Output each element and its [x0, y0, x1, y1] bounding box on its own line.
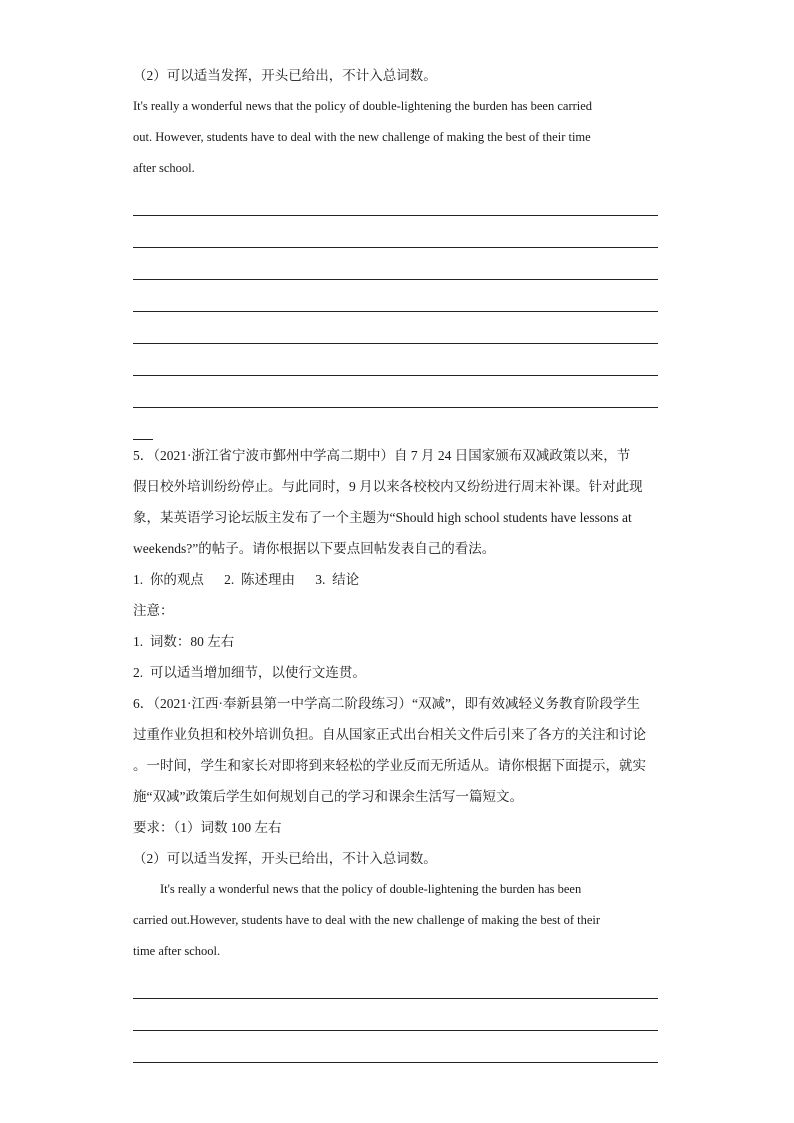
writing-line[interactable] — [133, 248, 658, 280]
writing-line[interactable] — [133, 376, 658, 408]
writing-line[interactable] — [133, 967, 658, 999]
writing-lines — [133, 184, 661, 440]
note-item: 1. 词数：80 左右 — [133, 634, 235, 649]
question-text: 象，某英语学习论坛版主发布了一个主题为“Should high school students have lessons at — [133, 510, 632, 525]
question-text: weekends?”的帖子。请你根据以下要点回帖发表自己的看法。 — [133, 541, 496, 556]
passage-line: time after school. — [133, 944, 221, 958]
question-text: 6．（2021·江西·奉新县第一中学高二阶段练习）“双减”，即有效减轻义务教育阶段学生 — [133, 696, 640, 711]
passage-line: after school. — [133, 161, 195, 175]
note-label: 注意： — [133, 603, 174, 618]
question-text: 过重作业负担和校外培训负担。自从国家正式出台相关文件后引来了各方的关注和讨论 — [133, 727, 646, 742]
requirement-2: （2）可以适当发挥，开头已给出，不计入总词数。 — [133, 851, 437, 866]
question-text: 5．（2021·浙江省宁波市鄞州中学高二期中）自 7 月 24 日国家颁布双减政策以来，节 — [133, 448, 631, 463]
question-6 — [133, 688, 661, 1063]
writing-line[interactable] — [133, 999, 658, 1031]
writing-lines — [133, 967, 661, 1063]
passage-line: It's really a wonderful news that the policy of double-lightening the burden has been carried — [133, 99, 593, 113]
question-text: 施“双减”政策后学生如何规划自己的学习和课余生活写一篇短文。 — [133, 789, 523, 804]
passage-line: out. However, students have to deal with the new challenge of making the best of their time — [133, 130, 591, 144]
writing-line-end[interactable] — [133, 408, 153, 440]
question-text: 假日校外培训纷纷停止。与此同时，9 月以来各校校内又纷纷进行周末补课。针对此现 — [133, 479, 643, 494]
passage-line: carried out.However, students have to deal with the new challenge of making the best of their — [133, 913, 601, 927]
writing-line[interactable] — [133, 216, 658, 248]
writing-line[interactable] — [133, 312, 658, 344]
writing-line[interactable] — [133, 1031, 658, 1063]
passage-line: It's really a wonderful news that the policy of double-lightening the burden has been — [160, 882, 582, 896]
writing-line[interactable] — [133, 344, 658, 376]
requirement-2: （2）可以适当发挥，开头已给出，不计入总词数。 — [133, 68, 437, 83]
writing-line[interactable] — [133, 280, 658, 312]
note-item: 2. 可以适当增加细节，以使行文连贯。 — [133, 665, 366, 680]
page-content — [133, 60, 661, 1063]
key-points: 1. 你的观点 2. 陈述理由 3. 结论 — [133, 572, 360, 587]
question-5 — [133, 440, 661, 688]
writing-line[interactable] — [133, 184, 658, 216]
requirement-1: 要求：（1）词数 100 左右 — [133, 820, 282, 835]
question-text: 。一时间，学生和家长对即将到来轻松的学业反而无所适从。请你根据下面提示，就实 — [133, 758, 646, 773]
